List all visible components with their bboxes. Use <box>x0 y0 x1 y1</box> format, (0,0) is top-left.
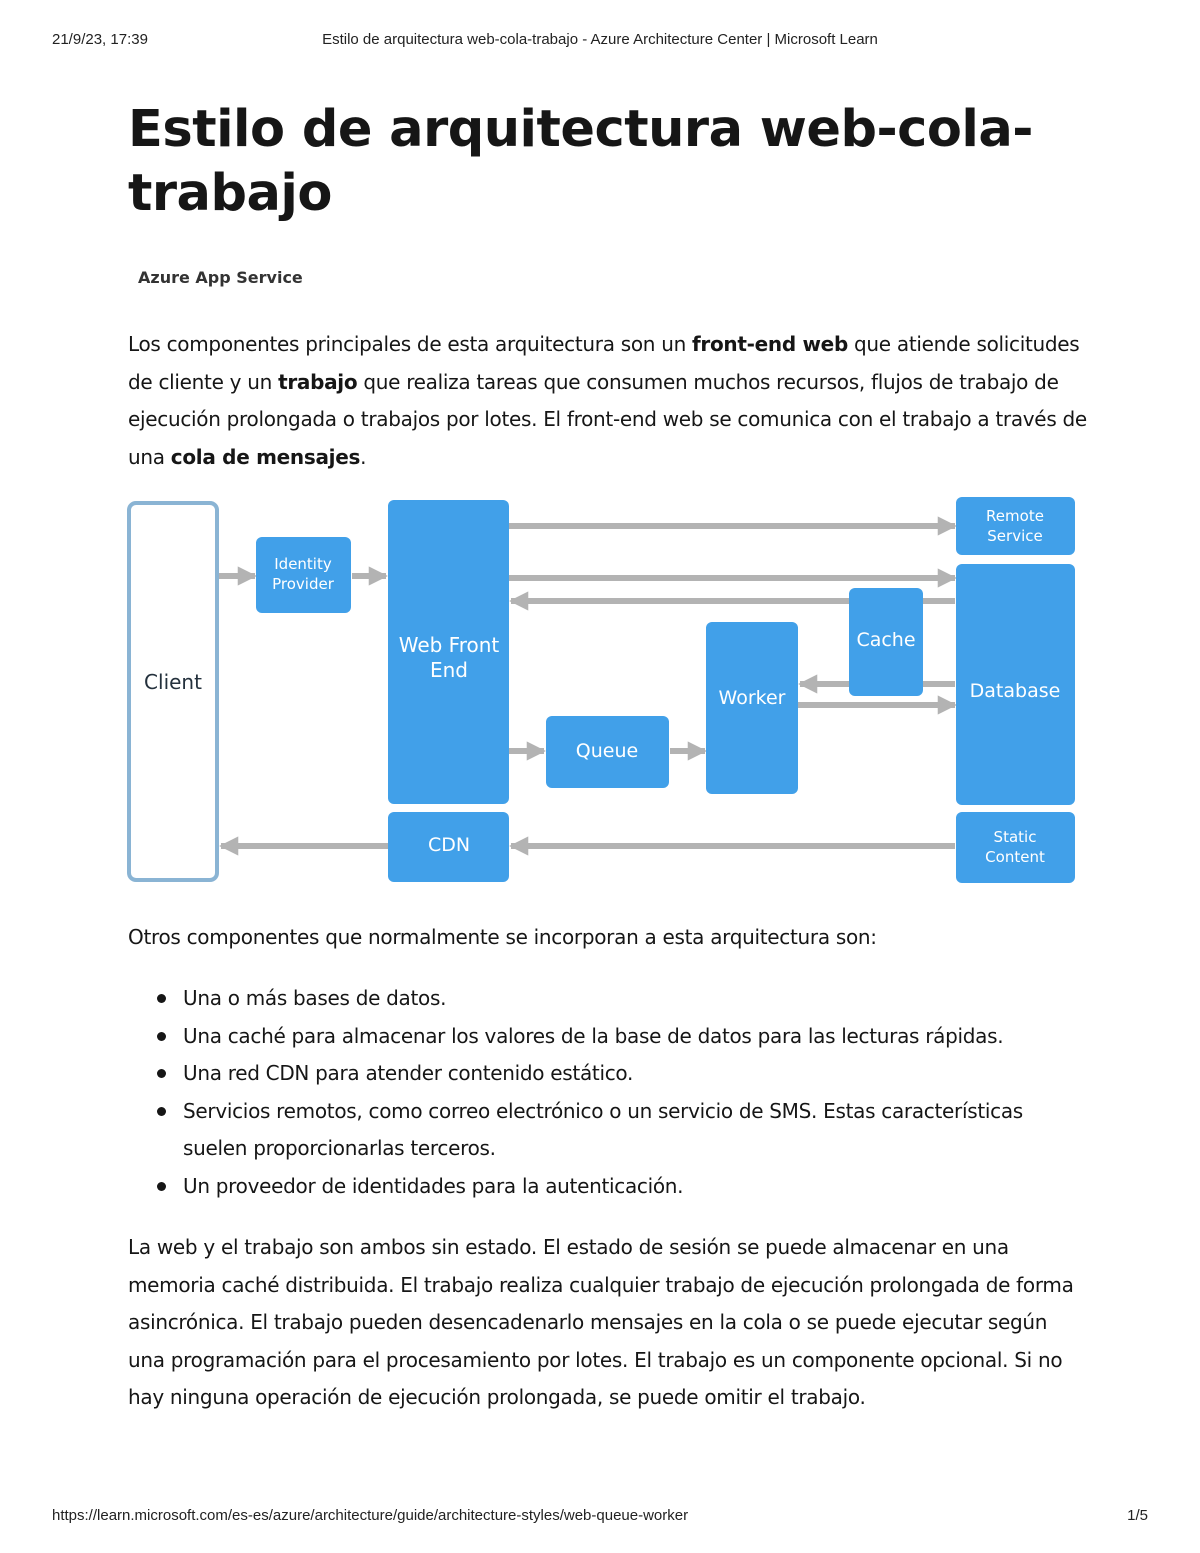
list-item <box>128 1055 1088 1093</box>
page-title-line1: Estilo de arquitectura web-cola- <box>128 100 1033 159</box>
static-content-label-2: Content <box>985 848 1045 866</box>
identity-provider-label-2: Provider <box>272 575 334 593</box>
static-content-label-1: Static <box>993 828 1037 846</box>
list-item-text: Una caché para almacenar los valores de la base de datos para las lecturas rápidas. <box>183 1023 1004 1048</box>
list-item-text: Una red CDN para atender contenido estático. <box>183 1061 634 1085</box>
print-date: 21/9/23, 17:39 <box>52 31 148 48</box>
list-item-text: Una o más bases de datos. <box>183 986 447 1010</box>
page-number: 1/5 <box>1127 1507 1148 1524</box>
bullet-dot <box>157 1069 166 1078</box>
remote-service-label-1: Remote <box>986 507 1044 525</box>
bullet-dot <box>157 1182 166 1191</box>
components-list <box>128 980 1088 1205</box>
bullet-dot <box>157 1107 166 1116</box>
bullet-dot <box>157 1032 166 1041</box>
queue-label: Queue <box>575 740 639 762</box>
intro-bold-queue: cola de mensajes <box>170 444 361 469</box>
web-front-end-label-1: Web Front <box>398 633 500 657</box>
intro-text: que realiza tareas que consumen muchos recursos, flujos de trabajo de ejecución prolongada o trabajos por lotes. El front-end web se comunica con el trabajo a través de una <box>128 369 1087 469</box>
list-item <box>128 1168 1088 1206</box>
product-tag[interactable]: Azure App Service <box>138 268 303 287</box>
closing-paragraph: La web y el trabajo son ambos sin estado. El estado de sesión se puede almacenar en una memoria caché distribuida. El trabajo realiza cualquier trabajo de ejecución prolongada de forma asincrónica. El trabajo pueden desencadenarlo mensajes en la cola o se puede ejecutar según una programación para el procesamiento por lotes. El trabajo es un componente opcional. Si no hay ninguna operación de ejecución prolongada, se puede omitir el trabajo. <box>128 1235 1074 1409</box>
intro-text: Los componentes principales de esta arquitectura son un <box>128 332 693 356</box>
identity-provider-label-1: Identity <box>274 555 332 573</box>
intro-bold-worker: trabajo <box>278 369 358 394</box>
list-item-text: Servicios remotos, como correo electrónico o un servicio de SMS. Estas características suelen proporcionarlas terceros. <box>183 1098 1023 1160</box>
list-item <box>128 980 1088 1018</box>
print-url: https://learn.microsoft.com/es-es/azure/architecture/guide/architecture-styles/web-queue-worker <box>52 1507 689 1524</box>
remote-service-label-2: Service <box>987 527 1043 545</box>
worker-label: Worker <box>718 687 786 709</box>
intro-text: que atiende solicitudes de cliente y un <box>128 332 1080 394</box>
intro-bold-front-end: front-end web <box>692 332 848 356</box>
web-front-end-label-2: End <box>429 658 469 682</box>
other-components-intro: Otros componentes que normalmente se incorporan a esta arquitectura son: <box>128 925 877 949</box>
page-title-line2: trabajo <box>128 164 332 223</box>
intro-text: . <box>360 444 367 469</box>
database-label: Database <box>969 680 1061 702</box>
cdn-label: CDN <box>427 834 471 856</box>
list-item <box>128 1093 1088 1168</box>
list-item-text: Un proveedor de identidades para la autenticación. <box>183 1173 684 1198</box>
remote-service-node <box>956 497 1075 555</box>
cache-label: Cache <box>856 629 916 651</box>
bullet-dot <box>157 994 166 1003</box>
print-title: Estilo de arquitectura web-cola-trabajo - Azure Architecture Center | Microsoft Learn <box>322 31 878 48</box>
list-item <box>128 1018 1088 1056</box>
client-label: Client <box>144 670 202 694</box>
